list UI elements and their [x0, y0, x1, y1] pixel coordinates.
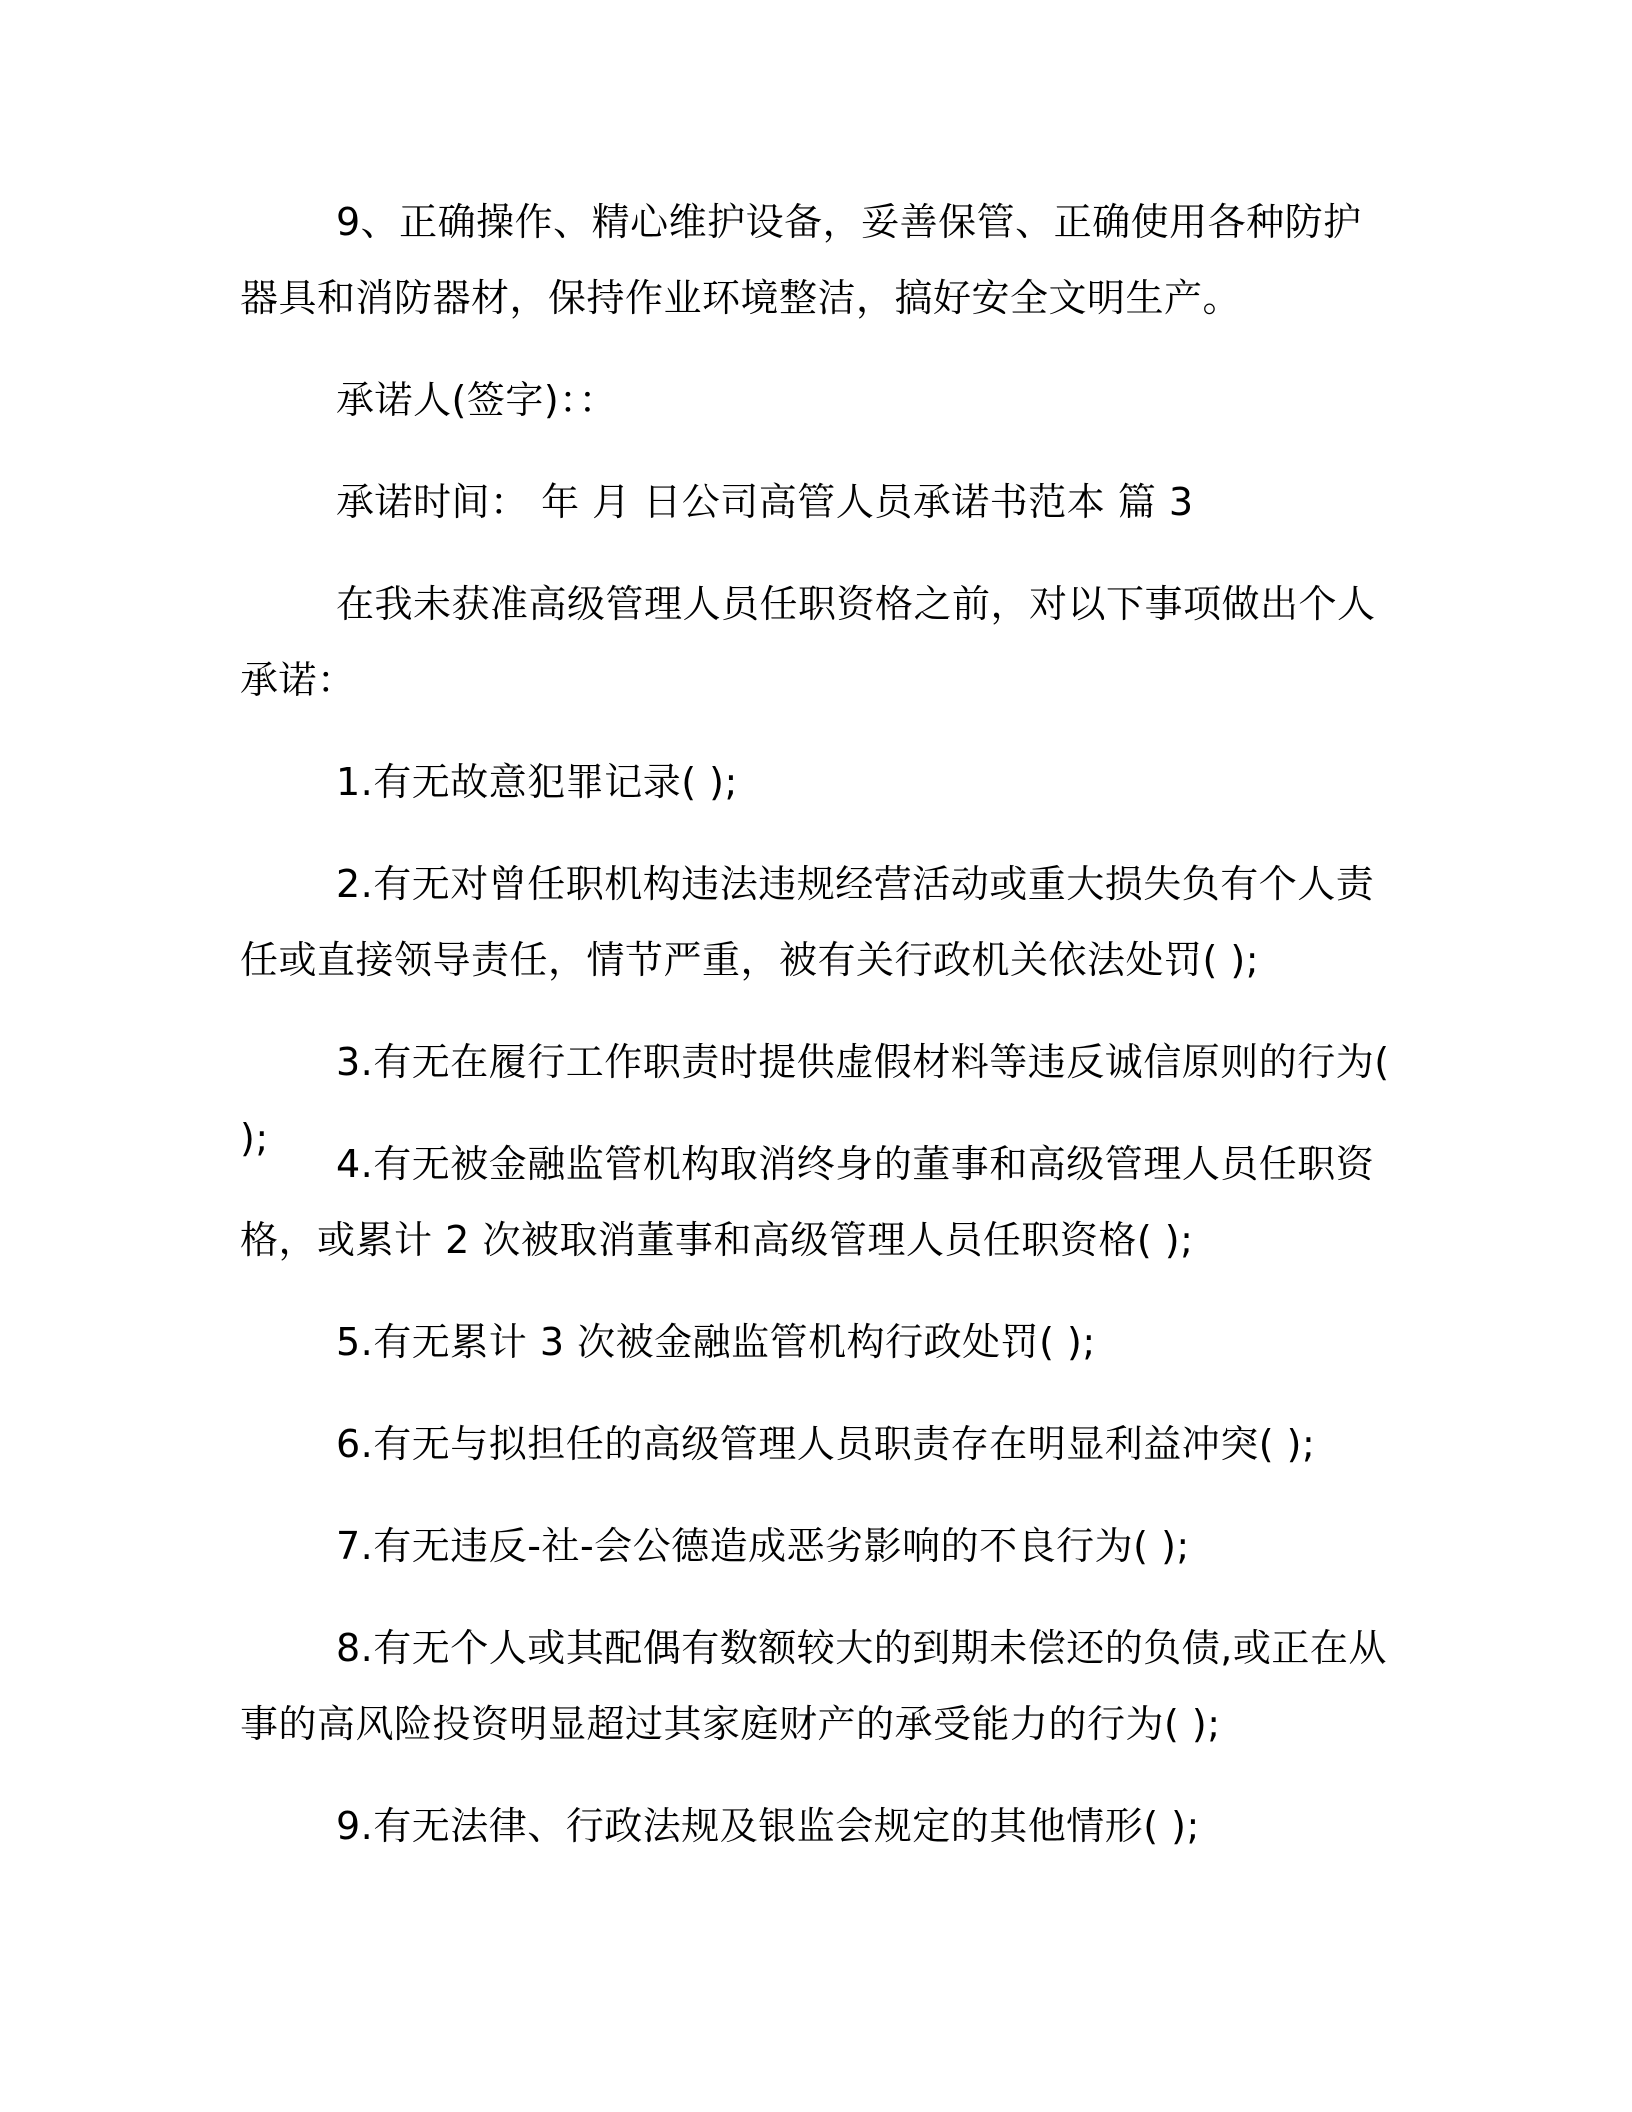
paragraph-item-8: 8.有无个人或其配偶有数额较大的到期未偿还的负债,或正在从事的高风险投资明显超过其家庭财产的承受能力的行为( ); [240, 1626, 1387, 1746]
paragraph-item-5: 5.有无累计 3 次被金融监管机构行政处罚( ); [336, 1320, 1096, 1364]
paragraph-date-and-heading: 承诺时间： 年 月 日公司高管人员承诺书范本 篇 3 [336, 480, 1194, 524]
paragraph-item-3: 3.有无在履行工作职责时提供虚假材料等违反诚信原则的行为( ); [240, 1040, 1390, 1160]
paragraph-signature: 承诺人(签字)：： [336, 378, 618, 422]
paragraph-item-9: 9.有无法律、行政法规及银监会规定的其他情形( ); [336, 1804, 1200, 1848]
paragraph-item-4: 4.有无被金融监管机构取消终身的董事和高级管理人员任职资格，或累计 2 次被取消董事和高级管理人员任职资格( ); [240, 1142, 1375, 1262]
paragraph-item-7: 7.有无违反-社-会公德造成恶劣影响的不良行为( ); [336, 1524, 1190, 1568]
paragraph-item-9-safety: 9、正确操作、精心维护设备，妥善保管、正确使用各种防护器具和消防器材，保持作业环境整洁，搞好安全文明生产。 [240, 200, 1362, 320]
paragraph-item-6: 6.有无与拟担任的高级管理人员职责存在明显利益冲突( ); [336, 1422, 1316, 1466]
paragraph-item-2: 2.有无对曾任职机构违法违规经营活动或重大损失负有个人责任或直接领导责任，情节严重，被有关行政机关依法处罚( ); [240, 862, 1375, 982]
paragraph-intro: 在我未获准高级管理人员任职资格之前，对以下事项做出个人承诺： [240, 582, 1376, 702]
paragraph-item-1: 1.有无故意犯罪记录( ); [336, 760, 738, 804]
